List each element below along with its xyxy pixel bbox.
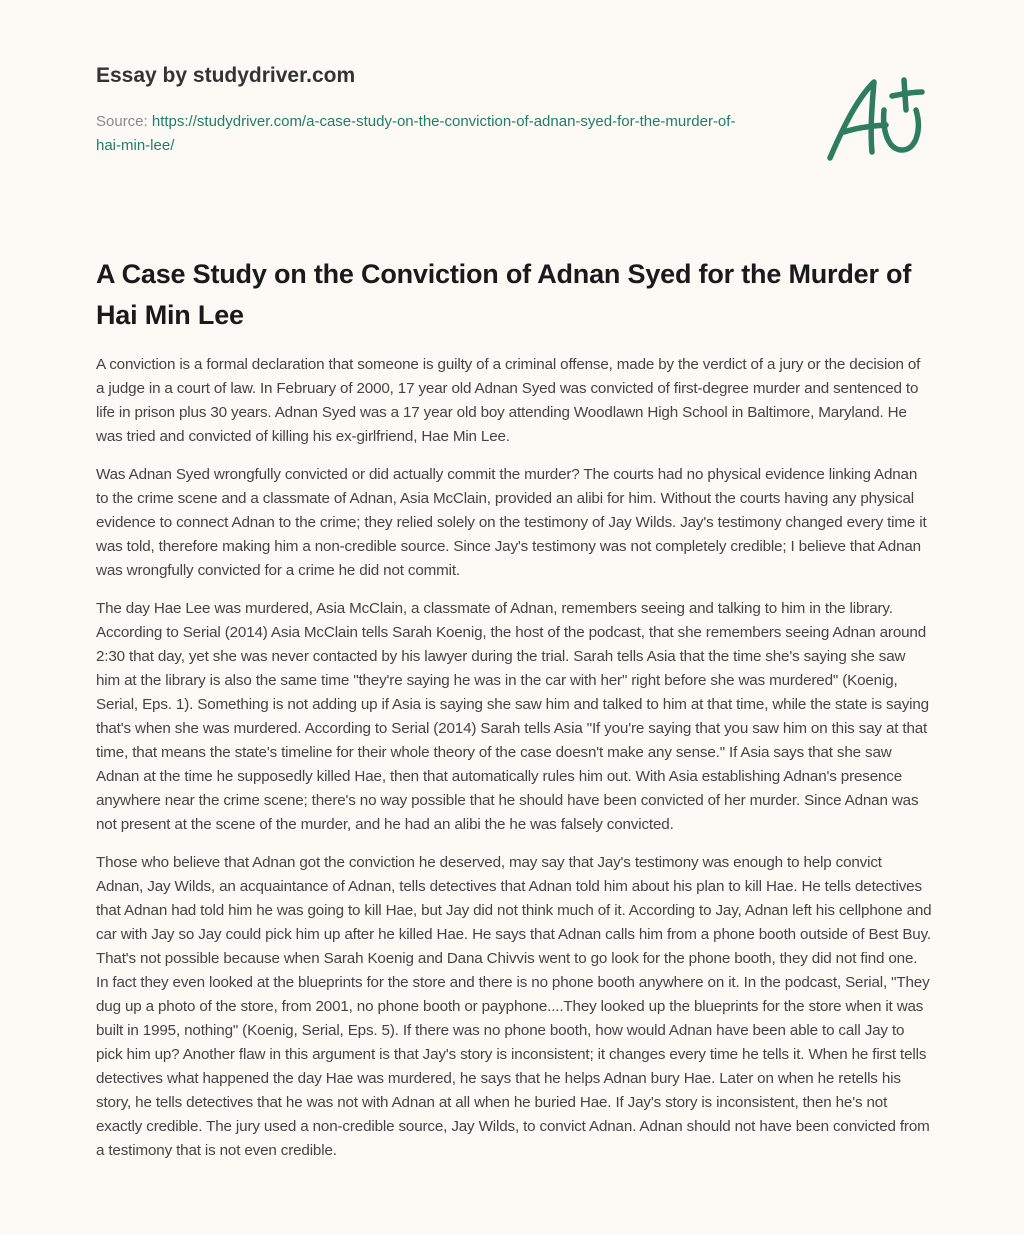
article-title: A Case Study on the Conviction of Adnan Syed for the Murder of Hai Min Lee [96, 259, 912, 330]
a-plus-grade-icon [822, 70, 927, 165]
article-body [96, 353, 932, 1177]
paragraph: A conviction is a formal declaration that someone is guilty of a criminal offense, made by the verdict of a jury or the decision of a judge in a court of law. In February of 2000, 17 year old Adnan Syed was convicted of first-degree murder and sentenced to life in prison plus 30 years. Adnan Syed was a 17 year old boy attending Woodlawn High School in Baltimore, Maryland. He was tried and convicted of killing his ex-girlfriend, Hae Min Lee. [96, 356, 921, 445]
brand-title: Essay by studydriver.com [96, 64, 356, 87]
source-label: Source: [96, 113, 152, 130]
source-link[interactable]: https://studydriver.com/a-case-study-on-the-conviction-of-adnan-syed-for-the-murder-of-hai-min-lee/ [96, 113, 736, 154]
paragraph: Was Adnan Syed wrongfully convicted or did actually commit the murder? The courts had no physical evidence linking Adnan to the crime scene and a classmate of Adnan, Asia McClain, provided an alibi for him. Without the courts having any physical evidence to connect Adnan to the crime; they relied solely on the testimony of Jay Wilds. Jay's testimony changed every time it was told, therefore making him a non-credible source. Since Jay's testimony was not completely credible; I believe that Adnan was wrongfully convicted for a crime he did not commit. [96, 466, 927, 579]
source-line [96, 110, 736, 158]
paragraph: The day Hae Lee was murdered, Asia McClain, a classmate of Adnan, remembers seeing and talking to him in the library. According to Serial (2014) Asia McClain tells Sarah Koenig, the host of the podcast, that she remembers seeing Adnan around 2:30 that day, yet she was never contacted by his lawyer during the trial. Sarah tells Asia that the time she's saying she saw him at the library is also the same time "they're saying he was in the car with her" right before she was murdered" (Koenig, Serial, Eps. 1). Something is not adding up if Asia is saying she saw him and talked to him at that time, while the state is saying that's when she was murdered. According to Serial (2014) Sarah tells Asia "If you're saying that you saw him on this say at that time, that means the state's timeline for their whole theory of the case doesn't make any sense." If Asia says that she saw Adnan at the time he supposedly killed Hae, then that automatically rules him out. With Asia establishing Adnan's presence anywhere near the crime scene; there's no way possible that he should have been convicted of her murder. Since Adnan was not present at the scene of the murder, and he had an alibi the he was falsely convicted. [96, 600, 929, 833]
page-header [96, 62, 736, 158]
paragraph: Those who believe that Adnan got the conviction he deserved, may say that Jay's testimony was enough to help convict Adnan, Jay Wilds, an acquaintance of Adnan, tells detectives that Adnan told him about his plan to kill Hae. He tells detectives that Adnan had told him he was going to kill Hae, but Jay did not think much of it. According to Jay, Adnan left his cellphone and car with Jay so Jay could pick him up after he killed Hae. He says that Adnan calls him from a phone booth outside of Best Buy. That's not possible because when Sarah Koenig and Dana Chivvis went to go look for the phone booth, they did not find one. In fact they even looked at the blueprints for the store and there is no phone booth anywhere on it. In the podcast, Serial, "They dug up a photo of the store, from 2001, no phone booth or payphone....They looked up the blueprints for the store when it was built in 1995, nothing" (Koenig, Serial, Eps. 5). If there was no phone booth, how would Adnan have been able to call Jay to pick him up? Another flaw in this argument is that Jay's story is inconsistent; it changes every time he tells it. When he first tells detectives what happened the day Hae was murdered, he says that he helps Adnan bury Hae. Later on when he retells his story, he tells detectives that he was not with Adnan at all when he buried Hae. If Jay's story is inconsistent, then he's not exactly credible. The jury used a non-credible source, Jay Wilds, to convict Adnan. Adnan should not have been convicted from a testimony that is not even credible. [96, 854, 932, 1159]
